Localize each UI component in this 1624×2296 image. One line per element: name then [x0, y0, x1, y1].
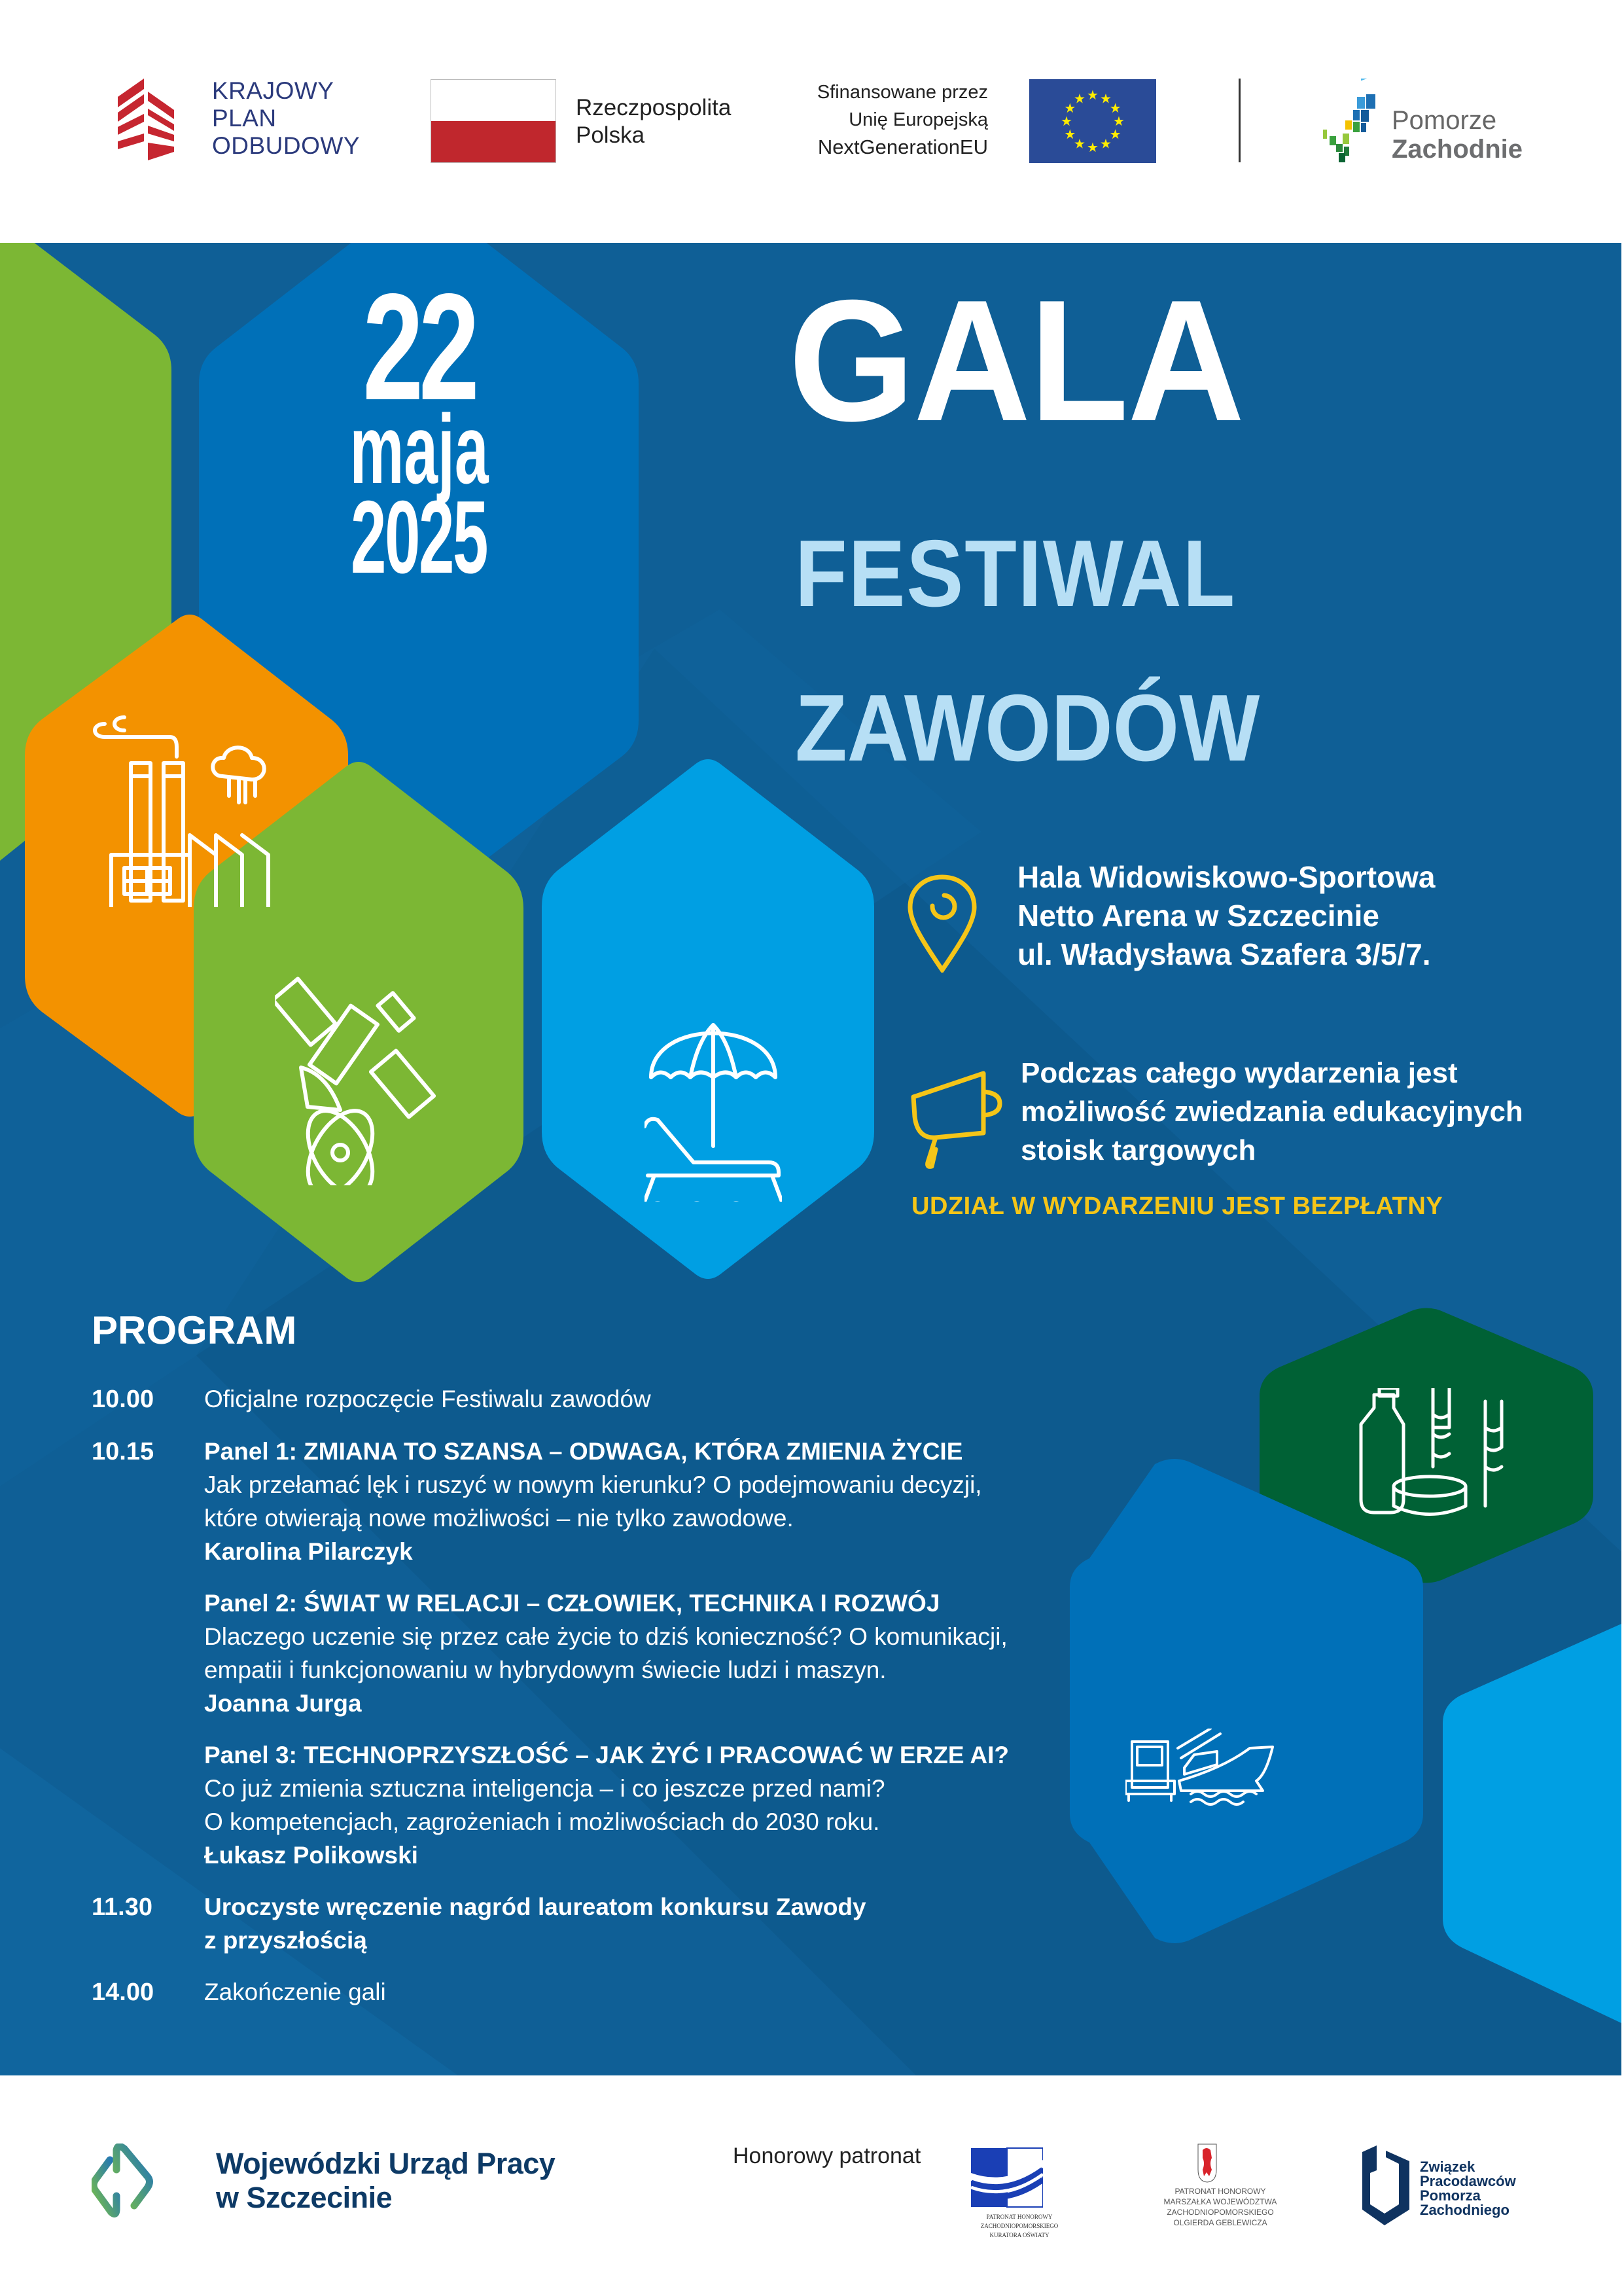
panel-block: [204, 1738, 1009, 1872]
marszalek-caption-line: PATRONAT HONOROWY: [1174, 2187, 1266, 2196]
venue-line-3: ul. Władysława Szafera 3/5/7.: [1017, 937, 1431, 971]
kurator-caption-line: PATRONAT HONOROWY: [986, 2214, 1053, 2220]
wup-line-2: w Szczecinie: [216, 2181, 393, 2214]
eu-line-1: Sfinansowane przez: [817, 82, 988, 103]
kurator-caption-line: KURATORA OŚWIATY: [989, 2232, 1050, 2238]
zppz-line: Zachodniego: [1420, 2202, 1509, 2218]
program-text-line: z przyszłością: [204, 1927, 367, 1954]
panel-speaker: Łukasz Polikowski: [204, 1842, 418, 1869]
wup-arrows-icon: [92, 2144, 177, 2222]
event-panel: [0, 243, 1621, 2075]
panel-desc: empatii i funkcjonowaniu w hybrydowym świecie ludzi i maszyn.: [204, 1657, 887, 1683]
event-year: 2025: [350, 480, 487, 595]
info-line-1: Podczas całego wydarzenia jest: [1021, 1057, 1458, 1089]
location-pin-icon: [906, 874, 978, 973]
program-text: Zakończenie gali: [204, 1979, 386, 2005]
kpo-logo-text: [212, 77, 360, 160]
marszalek-caption-line: ZACHODNIOPOMORSKIEGO: [1167, 2208, 1274, 2217]
title-festiwal: FESTIWAL: [795, 520, 1237, 626]
marszalek-caption-line: OLGIERDA GEBLEWICZA: [1173, 2218, 1267, 2227]
polska-line-1: Rzeczpospolita: [576, 95, 732, 120]
griffin-coat-of-arms-icon: [1197, 2144, 1217, 2183]
venue-address: [1017, 858, 1436, 974]
venue-line-1: Hala Widowiskowo-Sportowa: [1017, 860, 1436, 894]
program-text-line: Uroczyste wręczenie nagród laureatom konkursu Zawody: [204, 1893, 866, 1920]
rzeczpospolita-logo-text: [576, 94, 731, 149]
book-waves-icon: [971, 2147, 1043, 2209]
program-item: [92, 1435, 1112, 1872]
zppz-line: Pracodawców: [1420, 2173, 1516, 2189]
eu-star-icon: ★: [1064, 100, 1076, 116]
program-panels: [204, 1435, 1009, 1872]
info-line-2: możliwość zwiedzania edukacyjnych: [1021, 1096, 1523, 1128]
panel-block: [204, 1587, 1009, 1720]
kpo-building-icon: [118, 79, 196, 160]
megaphone-icon: [908, 1071, 1006, 1169]
event-day: 22: [362, 262, 475, 432]
eu-star-icon: ★: [1074, 90, 1086, 107]
eu-star-icon: ★: [1109, 100, 1121, 116]
kpo-line-3: ODBUDOWY: [212, 132, 360, 159]
panel-speaker: Joanna Jurga: [204, 1690, 362, 1717]
program-time: 11.30: [92, 1893, 152, 1921]
polish-flag: [431, 79, 556, 163]
eu-star-icon: ★: [1087, 139, 1099, 155]
pomorze-line-2: Zachodnie: [1392, 135, 1523, 164]
eu-star-icon: ★: [1064, 126, 1076, 142]
venue-line-2: Netto Arena w Szczecinie: [1017, 899, 1380, 933]
free-entry-notice: UDZIAŁ W WYDARZENIU JEST BEZPŁATNY: [911, 1193, 1443, 1220]
beach-umbrella-icon: [644, 1005, 782, 1202]
eu-star-icon: ★: [1113, 113, 1125, 129]
marszalek-caption-line: MARSZAŁKA WOJEWÓDZTWA: [1163, 2197, 1277, 2206]
eu-star-icon: ★: [1109, 126, 1121, 142]
eu-star-icon: ★: [1074, 135, 1086, 152]
eu-star-icon: ★: [1100, 135, 1112, 152]
panel-desc: Co już zmienia sztuczna inteligencja – i co jeszcze przed nami?: [204, 1775, 885, 1802]
zppz-line: Związek: [1420, 2159, 1475, 2175]
program-text: [204, 1890, 866, 1957]
eu-stars-icon: [1029, 79, 1156, 163]
wup-line-1: Wojewódzki Urząd Pracy: [216, 2147, 556, 2180]
title-zawodow: ZAWODÓW: [795, 675, 1260, 781]
panel-desc: O kompetencjach, zagrożeniach i możliwościach do 2030 roku.: [204, 1808, 880, 1835]
panel-desc: Dlaczego uczenie się przez całe życie to dziś konieczność? O komunikacji,: [204, 1623, 1008, 1650]
eu-line-3: NextGenerationEU: [817, 135, 988, 158]
pixel-plant-icon: [1320, 79, 1386, 164]
program-time: 10.15: [92, 1438, 154, 1465]
exhibition-info: [1021, 1054, 1523, 1170]
zppz-logo-mark: [1362, 2145, 1415, 2229]
polska-line-2: Polska: [576, 122, 645, 148]
panel-desc: które otwierają nowe możliwości – nie tylko zawodowe.: [204, 1505, 794, 1532]
satellite-atom-icon: [275, 969, 445, 1185]
kpo-logo: [118, 79, 196, 160]
marszalek-caption: [1142, 2186, 1299, 2228]
program-list: [92, 1382, 1112, 2028]
factory-cloud-icon: [72, 698, 294, 907]
program-item: [92, 1890, 1112, 1957]
wup-logo-text: [216, 2147, 555, 2215]
panel-heading: Panel 2: ŚWIAT W RELACJI – CZŁOWIEK, TECHNIKA I ROZWÓJ: [204, 1590, 940, 1617]
kpo-line-1: KRAJOWY: [212, 77, 334, 104]
panel-heading: Panel 1: ZMIANA TO SZANSA – ODWAGA, KTÓRA ZMIENIA ŻYCIE: [204, 1438, 963, 1465]
pomorze-line-1: Pomorze: [1392, 106, 1497, 135]
event-date: [308, 262, 530, 595]
info-line-3: stoisk targowych: [1021, 1134, 1256, 1166]
eu-star-icon: ★: [1087, 87, 1099, 103]
truck-ship-icon: [1125, 1729, 1282, 1807]
panel-block: [204, 1435, 1009, 1568]
program-title: PROGRAM: [92, 1308, 297, 1352]
panel-heading: Panel 3: TECHNOPRZYSZŁOŚĆ – JAK ŻYĆ I PRACOWAĆ W ERZE AI?: [204, 1742, 1010, 1768]
kurator-logo: [971, 2147, 1043, 2212]
eu-line-2: Unię Europejską: [849, 109, 988, 130]
program-time: 14.00: [92, 1979, 154, 2006]
eu-flag: [1029, 79, 1156, 163]
header-divider: [1239, 79, 1241, 162]
zppz-line: Pomorza: [1420, 2187, 1481, 2204]
eu-funding-text: [785, 79, 988, 161]
eu-star-icon: ★: [1061, 113, 1072, 129]
wup-logo-mark: [92, 2144, 177, 2225]
honorary-patronage-label: Honorowy patronat: [733, 2144, 921, 2168]
zppz-logo-text: [1420, 2160, 1516, 2217]
program-time: 10.00: [92, 1386, 154, 1413]
event-month: maja: [349, 394, 489, 504]
eu-star-icon: ★: [1100, 90, 1112, 107]
marszalek-logo: [1197, 2144, 1217, 2186]
panel-speaker: Karolina Pilarczyk: [204, 1538, 413, 1565]
kurator-caption: [967, 2212, 1072, 2240]
program-item: [92, 1382, 1112, 1416]
pomorze-zachodnie-logo-text: [1392, 106, 1523, 164]
program-item: [92, 1975, 1112, 2009]
title-gala: GALA: [788, 264, 1244, 457]
zppz-shield-icon: [1362, 2145, 1415, 2225]
dairy-grain-icon: [1354, 1388, 1511, 1519]
kurator-caption-line: ZACHODNIOPOMORSKIEGO: [980, 2223, 1059, 2229]
panel-desc: Jak przełamać lęk i ruszyć w nowym kierunku? O podejmowaniu decyzji,: [204, 1471, 982, 1498]
program-text: Oficjalne rozpoczęcie Festiwalu zawodów: [204, 1386, 651, 1412]
pomorze-zachodnie-logo-mark: [1320, 79, 1386, 167]
kpo-line-2: PLAN: [212, 105, 277, 132]
